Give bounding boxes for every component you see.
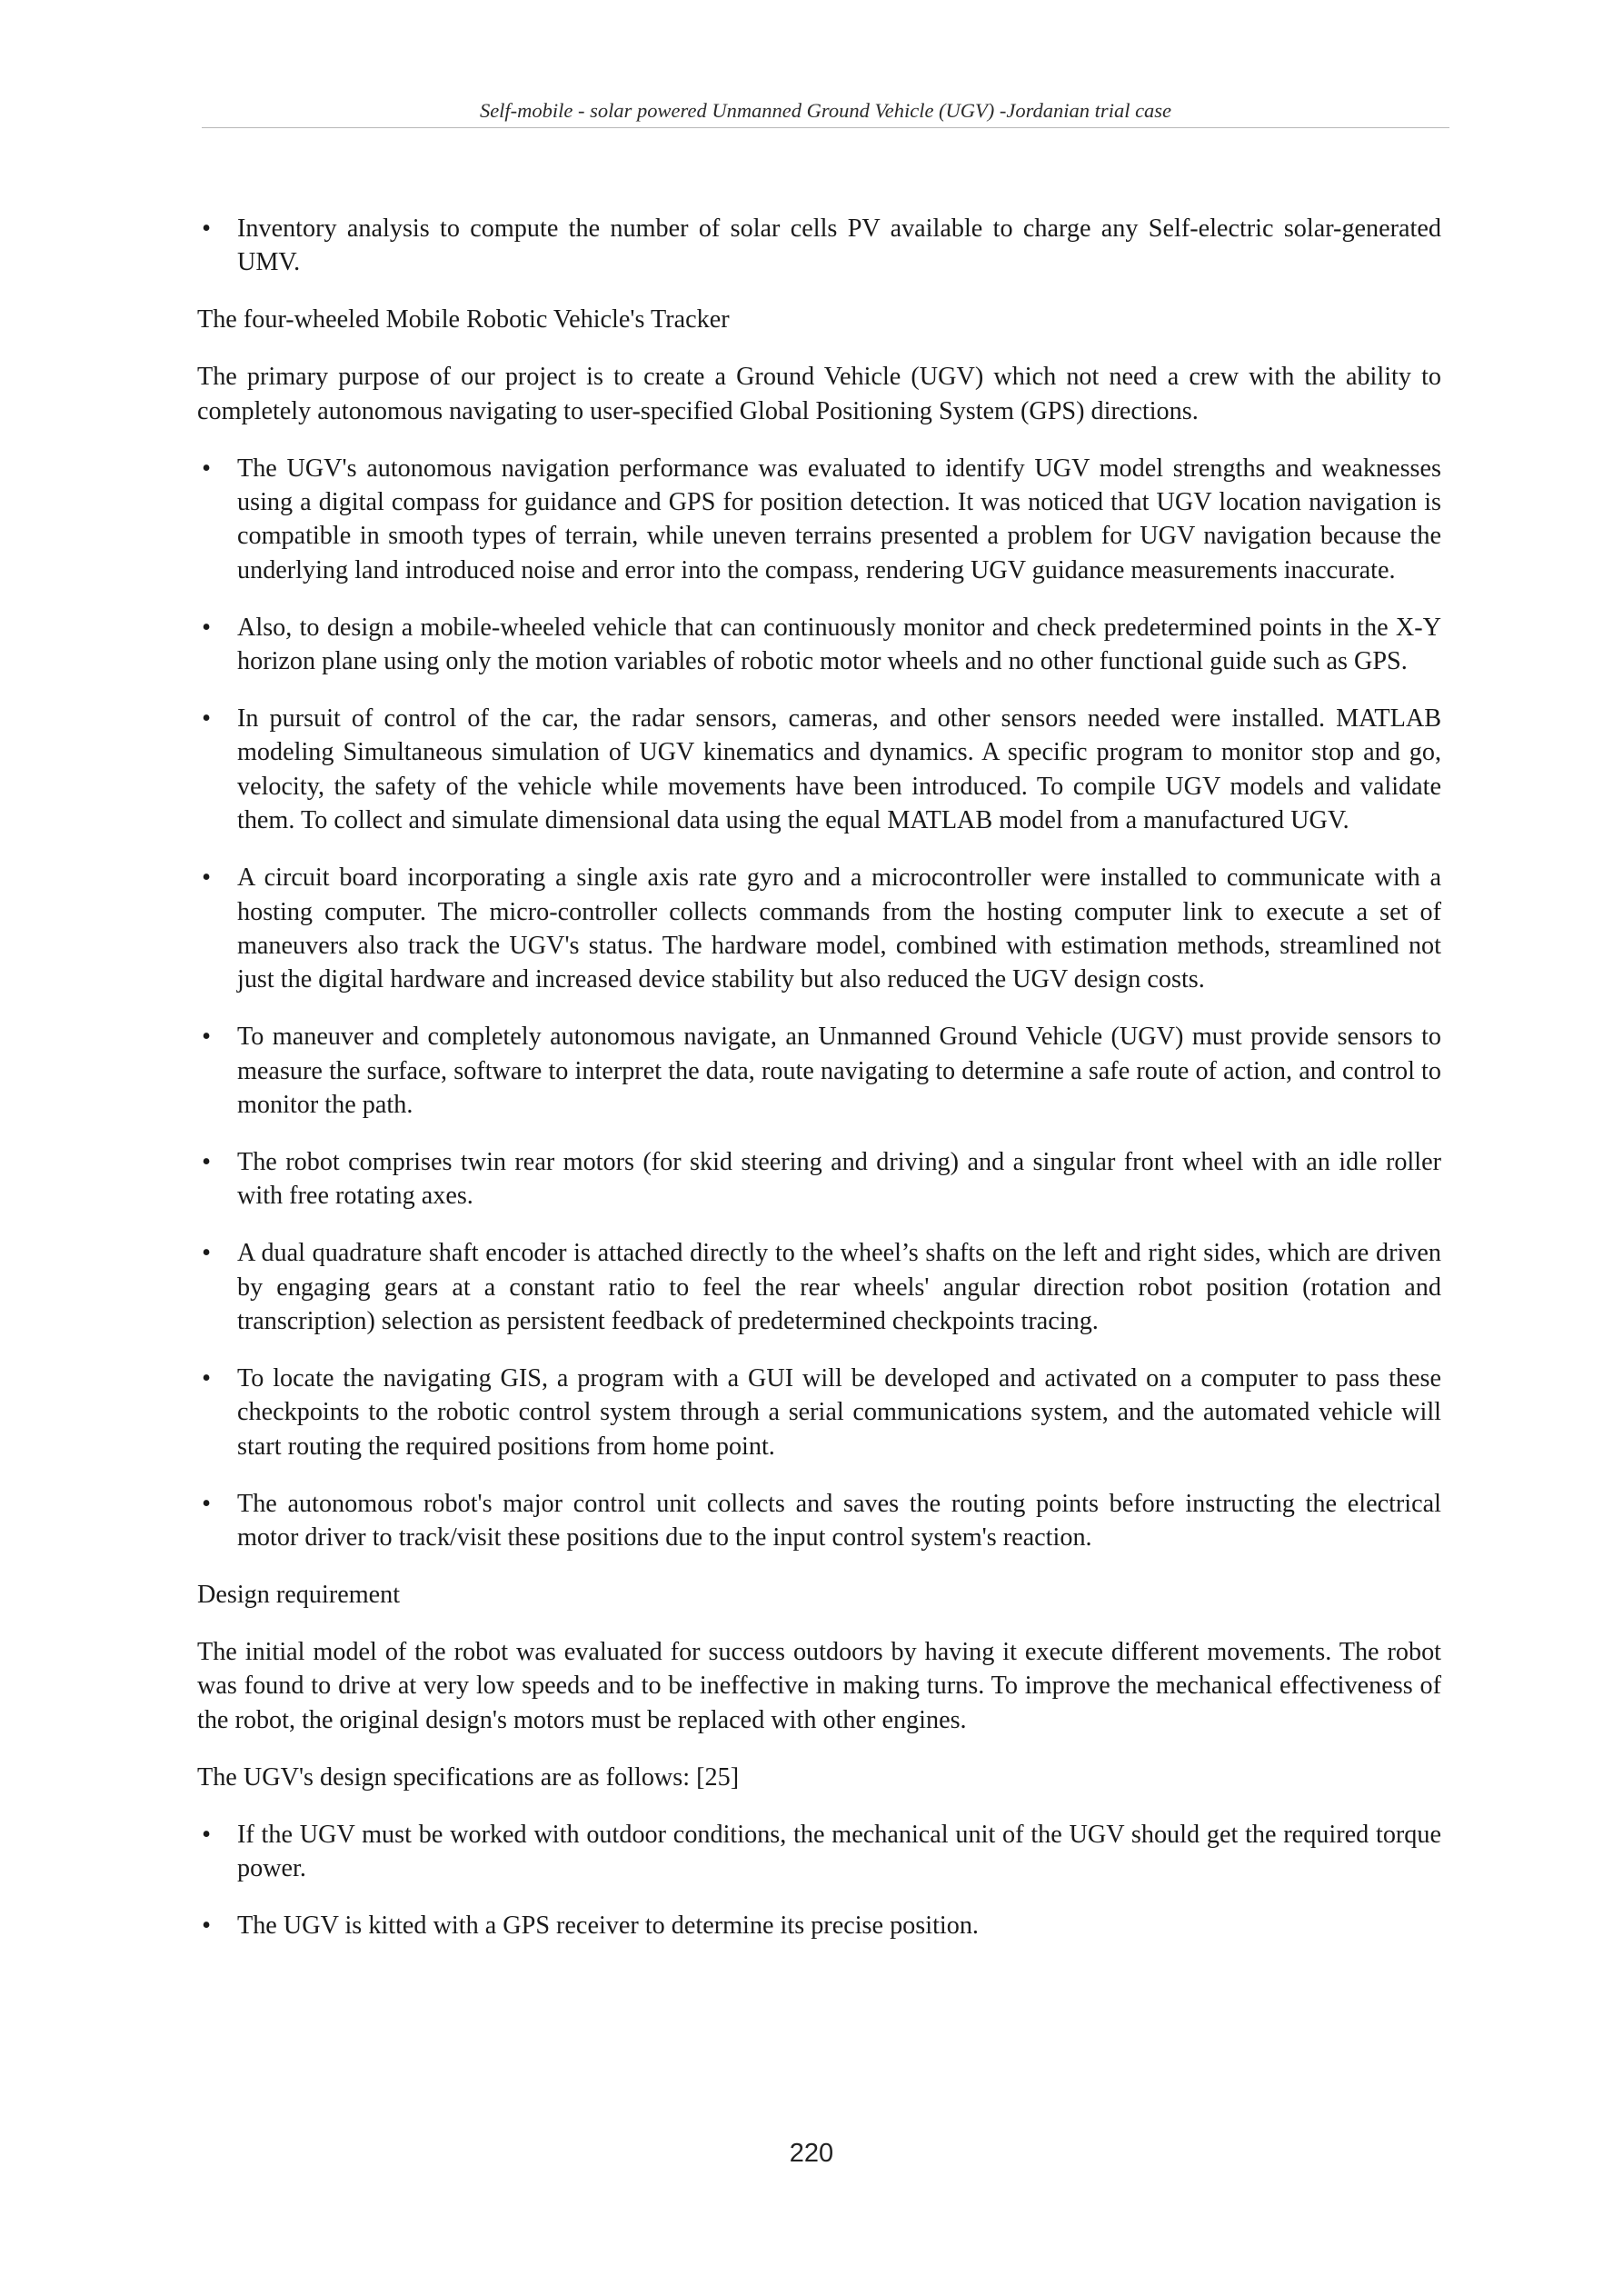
- page-number: 220: [789, 2139, 834, 2168]
- bullet-item: [197, 1145, 1441, 1213]
- bullet-text: A dual quadrature shaft encoder is attached directly to the wheel’s shafts on the left and right sides, which are driven by engaging gears at a constant ratio to feel the rear wheels' angular direction robot position (rotation and transcription) selection as persistent feedback of predetermined checkpoints tracing.: [237, 1239, 1441, 1336]
- bullet-text: In pursuit of control of the car, the radar sensors, cameras, and other sensors needed were installed. MATLAB modeling Simultaneous simulation of UGV kinematics and dynamics. A specific program to monitor stop and go, velocity, the safety of the vehicle while movements have been introduced. To compile UGV models and validate them. To collect and simulate dimensional data using the equal MATLAB model from a manufactured UGV.: [237, 704, 1441, 835]
- bullet-item: [197, 702, 1441, 838]
- bullet-text: A circuit board incorporating a single axis rate gyro and a microcontroller were installed to communicate with a hosting computer. The micro-controller collects commands from the hosting computer link to execute a set of maneuvers also track the UGV's status. The hardware model, combined with estimation methods, streamlined not just the digital hardware and increased device stability but also reduced the UGV design costs.: [237, 863, 1441, 994]
- bullet-text: Inventory analysis to compute the number of solar cells PV available to charge any Self-electric solar-generated UMV.: [237, 215, 1441, 277]
- bullet-text: To maneuver and completely autonomous navigate, an Unmanned Ground Vehicle (UGV) must provide sensors to measure the surface, software to interpret the data, route navigating to determine a safe route of action, and control to monitor the path.: [237, 1023, 1441, 1120]
- body-paragraph: The UGV's design specifications are as follows: [25]: [197, 1762, 740, 1792]
- bullet-icon: •: [202, 1911, 211, 1940]
- bullet-item: [197, 611, 1441, 679]
- bullet-icon: •: [202, 704, 211, 733]
- bullet-icon: •: [202, 613, 211, 642]
- bullet-list-specifications: [197, 1818, 1441, 1943]
- bullet-item: [197, 1362, 1441, 1463]
- bullet-icon: •: [202, 1363, 211, 1393]
- bullet-text: If the UGV must be worked with outdoor conditions, the mechanical unit of the UGV should get the required torque power.: [237, 1820, 1441, 1882]
- section-heading: The four-wheeled Mobile Robotic Vehicle's Tracker: [197, 305, 730, 334]
- running-header: Self-mobile - solar powered Unmanned Ground Vehicle (UGV) -Jordanian trial case: [479, 99, 1172, 122]
- bullet-list-intro: [197, 212, 1441, 280]
- bullet-item: [197, 212, 1441, 280]
- bullet-icon: •: [202, 1489, 211, 1518]
- header-rule: [202, 127, 1449, 128]
- bullet-item: [197, 1487, 1441, 1555]
- body-paragraph: The initial model of the robot was evaluated for success outdoors by having it execute different movements. The robot was found to drive at very low speeds and to be ineffective in making turns. To improve the mechanical effectiveness of the robot, the original design's motors must be replaced with other engines.: [197, 1637, 1441, 1734]
- bullet-item: [197, 1236, 1441, 1338]
- bullet-icon: •: [202, 1023, 211, 1052]
- bullet-text: The autonomous robot's major control unit collects and saves the routing points before instructing the electrical motor driver to track/visit these positions due to the input control system's reaction.: [237, 1489, 1441, 1552]
- bullet-item: [197, 1020, 1441, 1122]
- bullet-text: Also, to design a mobile-wheeled vehicle that can continuously monitor and check predetermined points in the X-Y horizon plane using only the motion variables of robotic motor wheels and no other functional guide such as GPS.: [237, 613, 1441, 676]
- bullet-item: [197, 1909, 1441, 1942]
- bullet-text: To locate the navigating GIS, a program with a GUI will be developed and activated on a computer to pass these checkpoints to the robotic control system through a serial communications system, and the automated vehicle will start routing the required positions from home point.: [237, 1363, 1441, 1461]
- bullet-icon: •: [202, 1820, 211, 1849]
- bullet-icon: •: [202, 863, 211, 893]
- bullet-text: The UGV is kitted with a GPS receiver to determine its precise position.: [237, 1911, 979, 1940]
- page-body: [197, 212, 1441, 1966]
- bullet-icon: •: [202, 1147, 211, 1176]
- bullet-text: The UGV's autonomous navigation performance was evaluated to identify UGV model strengths and weaknesses using a digital compass for guidance and GPS for position detection. It was noticed that UGV location navigation is compatible in smooth types of terrain, while uneven terrains presented a problem for UGV navigation because the underlying land introduced noise and error into the compass, rendering UGV guidance measurements inaccurate.: [237, 454, 1441, 584]
- bullet-icon: •: [202, 215, 211, 243]
- section-heading: Design requirement: [197, 1581, 401, 1609]
- bullet-icon: •: [202, 454, 211, 483]
- body-paragraph: The primary purpose of our project is to create a Ground Vehicle (UGV) which not need a crew with the ability to completely autonomous navigating to user-specified Global Positioning System (GPS) directions.: [197, 363, 1441, 425]
- bullet-list-objectives: [197, 452, 1441, 1555]
- bullet-text: The robot comprises twin rear motors (for skid steering and driving) and a singular front wheel with an idle roller with free rotating axes.: [237, 1147, 1441, 1211]
- bullet-item: [197, 861, 1441, 997]
- bullet-icon: •: [202, 1239, 211, 1268]
- bullet-item: [197, 1818, 1441, 1886]
- bullet-item: [197, 452, 1441, 588]
